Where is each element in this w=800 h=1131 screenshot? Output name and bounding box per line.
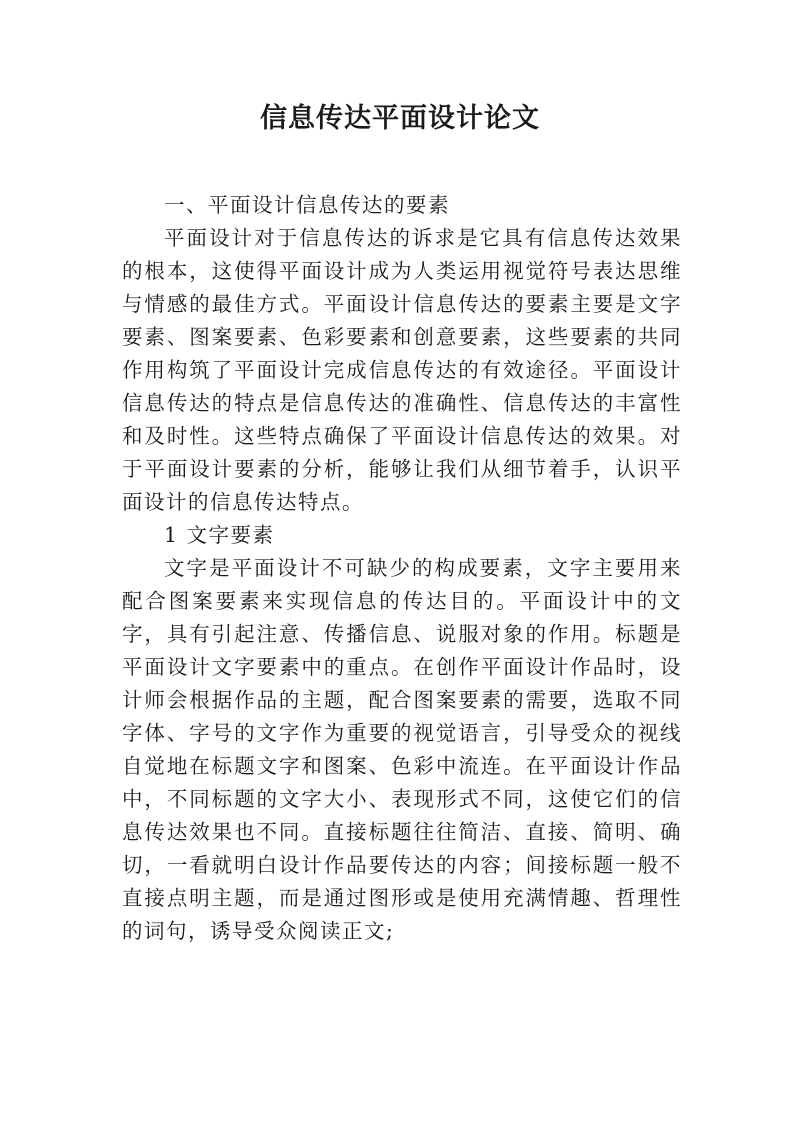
- document-body: [122, 189, 682, 948]
- section-heading: 一、平面设计信息传达的要素: [164, 193, 450, 217]
- document-title: 信息传达平面设计论文: [260, 103, 540, 134]
- body-paragraph: 平面设计对于信息传达的诉求是它具有信息传达效果的根本，这使得平面设计成为人类运用视觉符号表达思维与情感的最佳方式。平面设计信息传达的要素主要是文字要素、图案要素、色彩要素和创意要素，这些要素的共同作用构筑了平面设计完成信息传达的有效途径。平面设计信息传达的特点是信息传达的准确性、信息传达的丰富性和及时性。这些特点确保了平面设计信息传达的效果。对于平面设计要素的分析，能够让我们从细节着手，认识平面设计的信息传达特点。: [122, 226, 682, 514]
- subsection-heading: 1 文字要素: [164, 523, 275, 547]
- body-paragraph: 文字是平面设计不可缺少的构成要素，文字主要用来配合图案要素来实现信息的传达目的。平面设计中的文字，具有引起注意、传播信息、说服对象的作用。标题是平面设计文字要素中的重点。在创作平面设计作品时，设计师会根据作品的主题，配合图案要素的需要，选取不同字体、字号的文字作为重要的视觉语言，引导受众的视线自觉地在标题文字和图案、色彩中流连。在平面设计作品中，不同标题的文字大小、表现形式不同，这使它们的信息传达效果也不同。直接标题往往简洁、直接、简明、确切，一看就明白设计作品要传达的内容；间接标题一般不直接点明主题，而是通过图形或是使用充满情趣、哲理性的词句，诱导受众阅读正文;: [122, 556, 682, 943]
